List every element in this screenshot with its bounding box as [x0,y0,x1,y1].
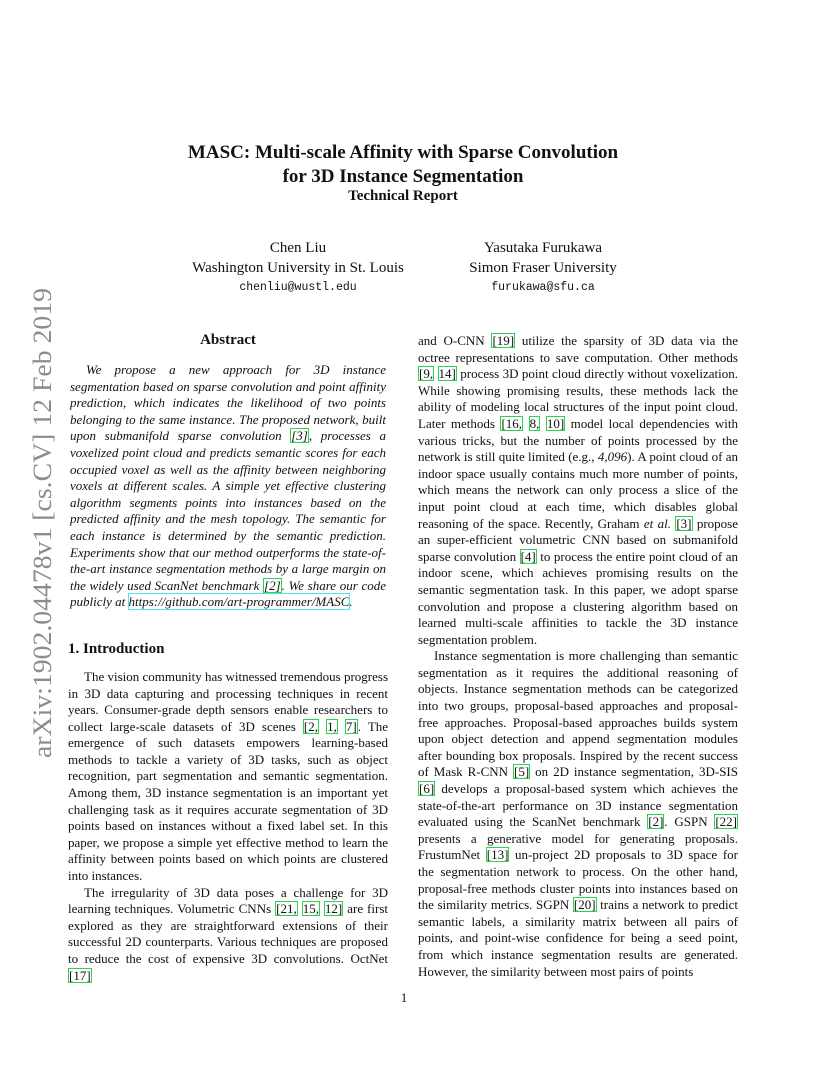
body-text: The vision community has witnessed tremendous progress in 3D data capturing and processing techniques in recent years. Consumer-grade depth sensors enable researchers to collect large-scale datasets of 3D scenes [68,668,389,734]
body-text: develops a proposal-based system which achieves the state-of-the-art performance on 3D instance segmentation evaluated using the ScanNet benchmark [418,781,738,830]
right-column [418,333,738,980]
citation-link[interactable]: [21, [276,901,297,917]
author-block-1 [172,238,424,296]
abstract-text: . We share our code publicly at [70,577,386,610]
author-affiliation: Simon Fraser University [469,260,617,276]
section-heading-introduction: 1. Introduction [68,640,165,657]
citation-link[interactable]: [2] [264,577,281,593]
author-email[interactable]: furukawa@sfu.ca [491,281,595,294]
citation-link[interactable]: [3] [291,428,308,444]
body-text: presents a generative model for generating proposals. FrustumNet [418,830,738,863]
body-text: The irregularity of 3D data poses a challenge for 3D learning techniques. Volumetric CNNs [68,884,388,917]
title-line-2: for 3D Instance Segmentation [282,166,524,187]
code-url-link[interactable]: https://github.com/art-programmer/MASC [128,594,350,610]
right-paragraph-1 [418,333,738,648]
citation-link[interactable]: [20] [573,897,596,913]
abstract-text: We propose a new approach for 3D instance segmentation based on sparse convolution and point affinity prediction, which indicates the likelihood of two points belonging to the same instance. The proposed network, built upon submanifold sparse convolution [70,362,386,444]
citation-link[interactable]: [22] [715,814,737,830]
citation-link[interactable]: [5] [514,764,530,780]
arxiv-id: arXiv:1902.04478v1 [cs.CV] 12 Feb 2019 [28,317,57,758]
intro-paragraph-2 [68,885,388,985]
intro-paragraph-1 [68,669,388,885]
abstract-text: . [349,594,353,610]
citation-link[interactable]: [2, [303,718,318,734]
citation-link[interactable]: 10] [546,415,565,431]
body-text: on 2D instance segmentation, 3D-SIS [530,764,738,780]
author-email[interactable]: chenliu@wustl.edu [239,281,357,294]
citation-link[interactable]: 7] [345,718,357,734]
citation-link[interactable]: 1, [327,718,337,734]
citation-link[interactable]: 14] [438,366,456,382]
citation-link[interactable]: [16, [501,415,523,431]
title-line-1: MASC: Multi-scale Affinity with Sparse Convolution [187,142,619,163]
body-text: to process the entire point cloud of an indoor scene, which achieves promising results on the semantic segmentation task. In this paper, we adopt sparse convolution and propose a clustering algorithm based on learned multi-scale affinities to tackle the 3D instance segmentation problem. [418,548,739,647]
body-text: Instance segmentation is more challenging than semantic segmentation as it requires the additional reasoning of objects. Instance segmentation methods can be categorized into two groups, proposal-based approaches and proposal-free approaches. Proposal-based approaches builds system upon object detection and append segmentation modules after bounding box proposals. Inspired by the recent success of Mask R-CNN [418,648,738,780]
citation-link[interactable]: [9, [419,366,434,382]
body-text: ). A point cloud of an indoor space usually contains much more number of points, which means the network can only process a slice of the input point cloud at each time, which disables global reasoning of the space. Recently, Graham [418,449,738,531]
body-text: process 3D point cloud directly without voxelization. While showing promising results, these methods lack the ability of modeling local structures of the input point cloud. Later methods [418,366,739,431]
author-name: Yasutaka Furukawa [483,240,603,256]
paper-subtitle: Technical Report [348,188,458,204]
citation-link[interactable]: [2] [648,814,664,830]
citation-link[interactable]: 15, [302,901,319,917]
body-text: model local dependencies with various tricks, but the number of points processed by the network is still quite limited (e.g., [418,415,739,465]
citation-link[interactable]: [4] [520,548,536,564]
body-text: . GSPN [664,814,715,830]
abstract-heading: Abstract [200,332,256,348]
arxiv-sidebar-stamp [20,288,60,758]
citation-link[interactable]: 12] [324,901,343,917]
citation-link[interactable]: 8, [529,415,540,431]
citation-link[interactable]: [6] [419,781,435,797]
paper-title [120,141,686,189]
body-text: utilize the sparsity of 3D data via the octree representations to save computation. Other methods [418,333,739,365]
citation-link[interactable]: [17] [69,967,91,983]
abstract-body [68,362,388,611]
page-number: 1 [400,990,408,1005]
author-block-2 [445,238,641,296]
body-text: trains a network to predict semantic labels, a similarity matrix between all pairs of points, and point-wise confidence for being a seed point, from which instance segmentation results are generated. However, the similarity between most pairs of points [418,897,738,979]
right-paragraph-2 [418,648,738,980]
citation-link[interactable]: [3] [676,515,692,531]
abstract-text: , processes a voxelized point cloud and predicts semantic scores for each occupied voxel as well as the affinity between neighboring voxels at different scales. A simple yet effective clustering algorithm segments points into instances based on the predicted affinity and the mesh topology. The semantic for each instance is determined by the semantic prediction. Experiments show that our method outperforms the state-of-the-art instance segmentation methods by a large margin on the widely used ScanNet benchmark [70,428,386,593]
body-text: are first explored as they are straightforward extensions of their successful 2D counterparts. Various techniques are proposed to reduce the cost of expensive 3D convolutions. OctNet [68,901,388,966]
math-number: 4,096 [597,449,628,465]
left-column [68,330,388,984]
body-text: un-project 2D proposals to 3D space for the segmentation network to process. On the other hand, proposal-free methods cluster points into instances based on the similarity metrics. SGPN [418,847,738,913]
et-al: et al. [643,515,671,531]
citation-link[interactable]: [19] [492,333,515,348]
citation-link[interactable]: [13] [486,847,509,863]
author-name: Chen Liu [269,240,327,256]
body-text: and O-CNN [418,333,492,348]
body-text: propose an super-efficient volumetric CNN based on submanifold sparse convolution [418,515,738,564]
author-affiliation: Washington University in St. Louis [192,260,404,276]
body-text: . The emergence of such datasets empowers learning-based methods to tackle a variety of 3D tasks, such as object recognition, part segmentation and semantic segmentation. Among them, 3D instance segmentation is an important yet challenging task as it requires accurate segmentation of 3D points based on instances without a fixed label set. In this paper, we propose a simple yet effective method to learn the affinity between points based on which points are clustered into instances. [68,718,389,884]
